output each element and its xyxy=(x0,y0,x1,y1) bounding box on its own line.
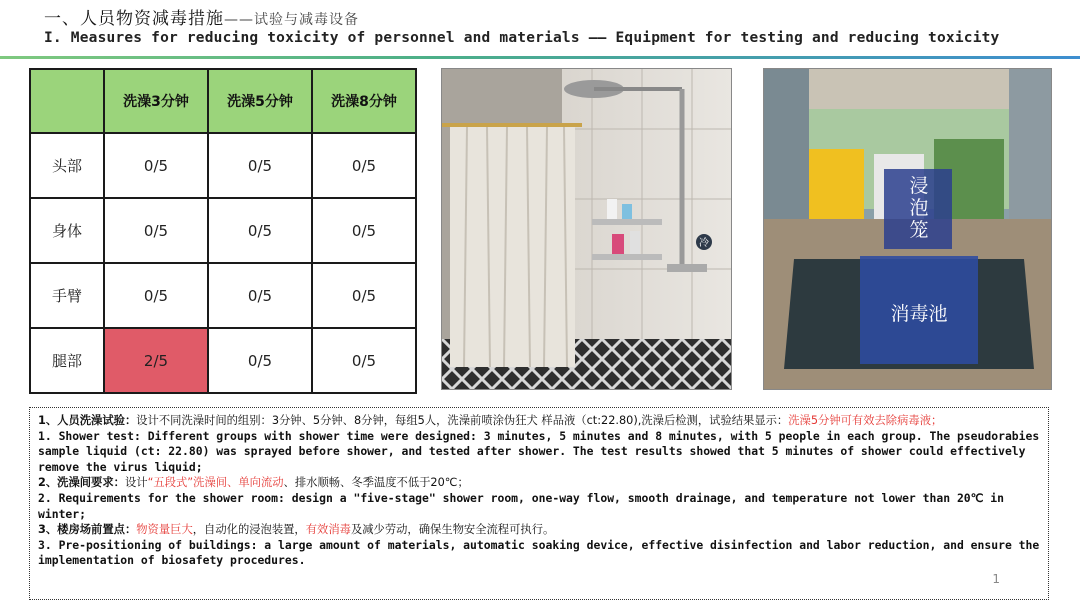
table-row xyxy=(30,328,416,393)
shower-result-table xyxy=(29,68,417,394)
table-header-cell: 洗澡3分钟 xyxy=(104,69,208,133)
title-cn-sub: ——试验与减毒设备 xyxy=(224,12,359,28)
row-label: 身体 xyxy=(30,198,104,263)
note-2-cn-b: 、排水顺畅、冬季温度不低于20℃； xyxy=(283,476,469,490)
disinfection-pool-label: 消毒池 xyxy=(890,303,948,325)
table-row xyxy=(30,198,416,263)
table-header-cell: 洗澡8分钟 xyxy=(312,69,416,133)
note-2-en: 2. Requirements for the shower room: design a "five-stage" shower room, one-way flow, smooth drainage, and temperature not lower than 20℃ in winter; xyxy=(38,490,1005,521)
note-1-en: 1. Shower test: Different groups with shower time were designed: 3 minutes, 5 minutes and 8 minutes, with 5 people in each group. The pseudorabies sample liquid (ct: 22.80) was sprayed before shower, and tested after shower. The test results showed that 5 minutes of shower could effectively remove the virus liquid; xyxy=(38,428,1040,474)
table-header-row xyxy=(30,69,416,133)
note-3-cn-head: 3、楼房场前置点： xyxy=(38,523,137,537)
shower-sign-label: 冷 xyxy=(699,238,709,249)
note-3-cn xyxy=(38,522,1040,538)
note-1-cn-highlight: 洗澡5分钟可有效去除病毒液； xyxy=(788,414,943,427)
shower-room-illustration xyxy=(442,69,731,389)
table-cell: 0/5 xyxy=(104,198,208,263)
note-2-cn-highlight: “五段式”洗澡间、单向流动 xyxy=(147,476,284,490)
row-label: 腿部 xyxy=(30,328,104,393)
page-title-cn xyxy=(44,4,359,29)
table-cell: 0/5 xyxy=(104,263,208,328)
note-3-cn-highlight-1: 物资量巨大 xyxy=(136,523,193,537)
note-2-cn-head: 2、洗澡间要求： xyxy=(38,476,125,490)
table-cell: 0/5 xyxy=(104,133,208,198)
note-1-cn-head: 1、人员洗澡试验： xyxy=(38,414,137,427)
page-number: 1 xyxy=(992,572,1000,586)
disinfection-pool-photo xyxy=(763,68,1052,390)
row-label: 头部 xyxy=(30,133,104,198)
note-3-cn-a: ，自动化的浸泡装置， xyxy=(192,523,306,537)
table-cell: 0/5 xyxy=(312,328,416,393)
page-title-en: I. Measures for reducing toxicity of personnel and materials —— Equipment for testing and reducing toxicity xyxy=(44,30,1000,46)
note-3-en: 3. Pre-positioning of buildings: a large amount of materials, automatic soaking device, effective disinfection and labor reduction, and ensure the implementation of biosafety procedures. xyxy=(38,537,1040,568)
table-cell: 0/5 xyxy=(312,263,416,328)
shower-room-photo xyxy=(441,68,732,390)
highlighted-table-cell: 2/5 xyxy=(104,328,208,393)
title-divider xyxy=(0,56,1080,59)
table-row xyxy=(30,263,416,328)
note-1-cn-body: 设计不同洗澡时间的组别：3分钟、5分钟、8分钟，每组5人，洗澡前喷涂伪狂犬 样品液（ct:22.80),洗澡后检测，试验结果显示： xyxy=(136,414,789,427)
row-label: 手臂 xyxy=(30,263,104,328)
note-2-cn xyxy=(38,475,1040,491)
soaking-cage-label: 浸泡笼 xyxy=(909,175,929,241)
table-cell: 0/5 xyxy=(312,133,416,198)
table-cell: 0/5 xyxy=(208,198,312,263)
table-cell: 0/5 xyxy=(208,328,312,393)
table-cell: 0/5 xyxy=(208,263,312,328)
note-1-cn xyxy=(38,413,1040,429)
note-3-cn-highlight-2: 有效消毒 xyxy=(305,523,351,537)
table-header-cell xyxy=(30,69,104,133)
table-cell: 0/5 xyxy=(312,198,416,263)
table-header-cell: 洗澡5分钟 xyxy=(208,69,312,133)
title-cn-main: 一、人员物资减毒措施 xyxy=(44,9,224,29)
table-row xyxy=(30,133,416,198)
table-cell: 0/5 xyxy=(208,133,312,198)
notes-box xyxy=(29,407,1049,600)
note-3-cn-b: 及减少劳动，确保生物安全流程可执行。 xyxy=(350,523,555,537)
note-2-cn-a: 设计 xyxy=(124,476,148,490)
